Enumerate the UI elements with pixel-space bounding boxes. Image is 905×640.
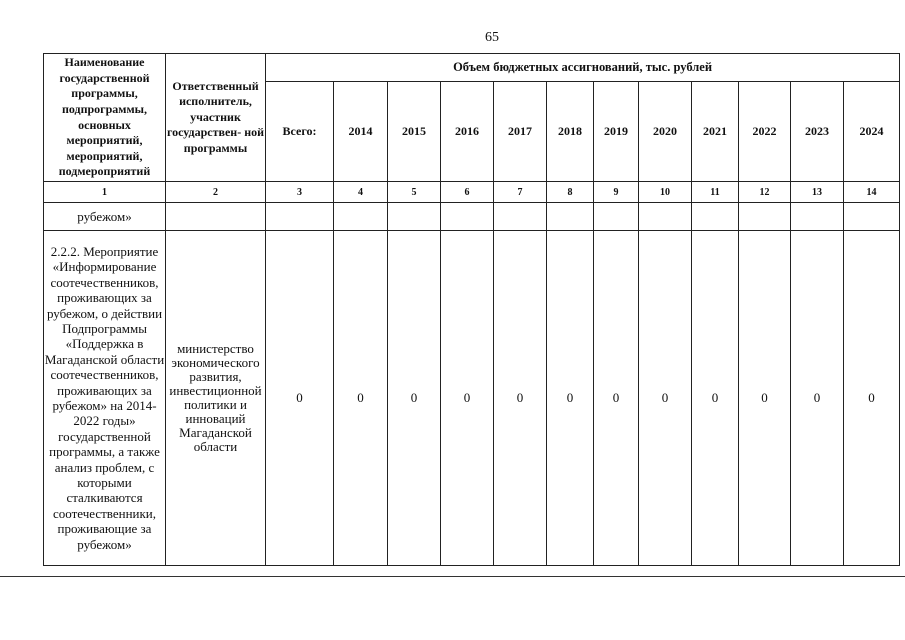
header-year: 2021 [692, 82, 739, 182]
row-value [266, 203, 334, 231]
row-name: рубежом» [44, 203, 166, 231]
row-value: 0 [334, 231, 388, 566]
row-value [692, 203, 739, 231]
row-value [594, 203, 639, 231]
header-year: 2023 [791, 82, 844, 182]
table-row [44, 203, 900, 231]
row-value: 0 [594, 231, 639, 566]
row-name: 2.2.2. Мероприятие «Информирование соотечественников, проживающих за рубежом, о действии Подпрограммы «Поддержка в Магаданской области соотечественников, проживающих за рубежом» на 2014-2022 годы» государственной программы, а также анализ проблем, с которыми сталкиваются соотечественники, проживающие за рубежом» [44, 231, 166, 566]
header-year: 2022 [739, 82, 791, 182]
page-number: 65 [485, 30, 499, 45]
row-value [639, 203, 692, 231]
header-year: 2017 [494, 82, 547, 182]
header-budget-title: Объем бюджетных ассигнований, тыс. рублей [266, 54, 900, 82]
row-value: 0 [547, 231, 594, 566]
header-year: 2024 [844, 82, 900, 182]
column-number: 10 [639, 182, 692, 203]
row-value: 0 [639, 231, 692, 566]
row-value [441, 203, 494, 231]
row-value: 0 [266, 231, 334, 566]
row-value [494, 203, 547, 231]
row-value [844, 203, 900, 231]
row-responsible: министерство экономического развития, инвестиционной политики и инноваций Магаданской области [166, 231, 266, 566]
header-responsible: Ответственный исполнитель, участник государствен- ной программы [166, 54, 266, 182]
column-number: 11 [692, 182, 739, 203]
header-year: 2014 [334, 82, 388, 182]
header-year: 2016 [441, 82, 494, 182]
header-year: 2020 [639, 82, 692, 182]
row-value [334, 203, 388, 231]
row-value: 0 [739, 231, 791, 566]
row-responsible [166, 203, 266, 231]
row-value: 0 [844, 231, 900, 566]
row-value: 0 [692, 231, 739, 566]
header-program-name: Наименование государственной программы, подпрограммы, основных мероприятий, мероприятий, подмероприятий [44, 54, 166, 182]
row-value [739, 203, 791, 231]
row-value: 0 [388, 231, 441, 566]
column-number: 6 [441, 182, 494, 203]
column-number: 5 [388, 182, 441, 203]
header-year: 2015 [388, 82, 441, 182]
header-year: 2019 [594, 82, 639, 182]
row-value: 0 [791, 231, 844, 566]
header-total: Всего: [266, 82, 334, 182]
column-number: 3 [266, 182, 334, 203]
column-number: 14 [844, 182, 900, 203]
row-value: 0 [441, 231, 494, 566]
column-number: 9 [594, 182, 639, 203]
row-value [388, 203, 441, 231]
column-number: 2 [166, 182, 266, 203]
header-year: 2018 [547, 82, 594, 182]
row-value [547, 203, 594, 231]
row-value [791, 203, 844, 231]
column-number: 1 [44, 182, 166, 203]
budget-table [43, 53, 900, 566]
column-number: 4 [334, 182, 388, 203]
scan-artifact-line [0, 576, 905, 577]
table-row [44, 231, 900, 566]
column-number: 8 [547, 182, 594, 203]
column-number: 13 [791, 182, 844, 203]
row-value: 0 [494, 231, 547, 566]
column-number: 7 [494, 182, 547, 203]
column-number: 12 [739, 182, 791, 203]
column-number-row [44, 182, 900, 203]
